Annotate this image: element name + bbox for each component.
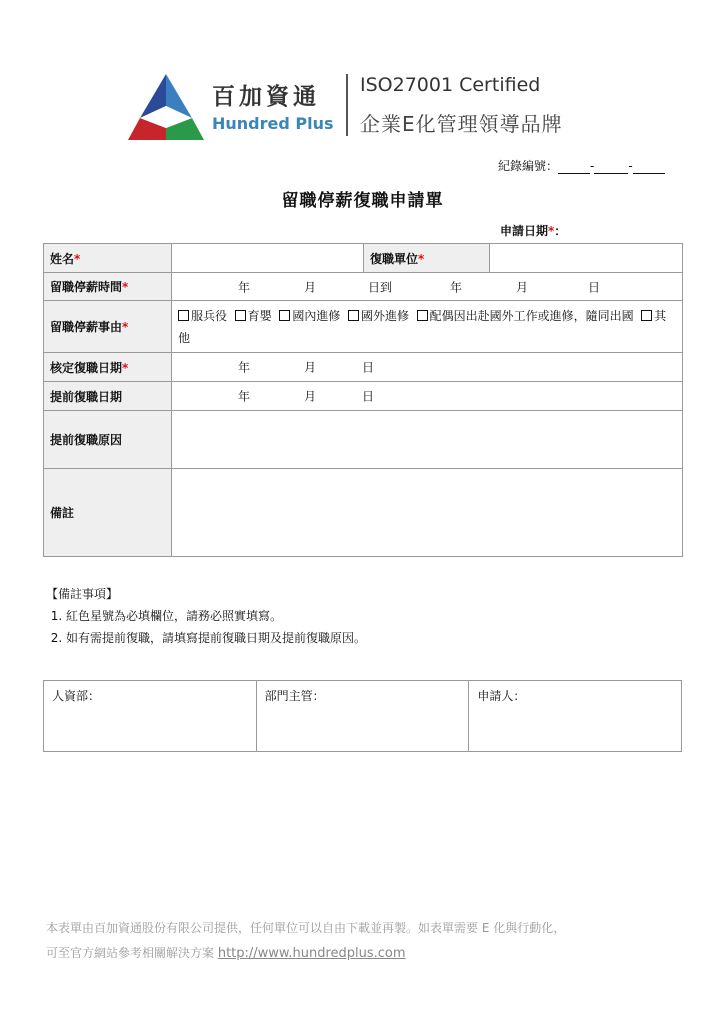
reason-option[interactable]: 國內進修 [279, 309, 340, 323]
return-unit-field[interactable] [490, 244, 683, 273]
website-link[interactable]: http://www.hundredplus.com [217, 946, 406, 961]
brand-name-en: Hundred Plus [212, 114, 334, 133]
form-row-approved-date [44, 353, 683, 382]
record-number-label: 紀錄編號： [498, 159, 559, 173]
apply-date-label: 申請日期 [500, 224, 549, 238]
early-return-reason-label: 提前復職原因 [44, 411, 172, 469]
brand-name-cn: 百加資通 [212, 84, 320, 110]
notes-heading: 【備註事項】 [46, 587, 119, 601]
header-divider [346, 74, 348, 136]
leave-reason-options [172, 301, 683, 353]
form-row-name [44, 244, 683, 273]
form-row-early-date [44, 382, 683, 411]
reason-option[interactable]: 服兵役 [178, 309, 227, 323]
reason-option[interactable]: 配偶因出赴國外工作或進修，隨同出國 [417, 309, 634, 323]
checkbox[interactable] [279, 310, 290, 321]
applicant-signature-field[interactable]: 申請人： [469, 681, 682, 752]
note-item: 2. 如有需提前復職，請填寫提前復職日期及提前復職原因。 [66, 627, 366, 649]
record-number-blank[interactable] [633, 159, 665, 174]
leave-period-label: 留職停薪時間* [44, 273, 172, 301]
early-return-date-field[interactable]: 年 月 日 [172, 382, 683, 411]
checkbox[interactable] [417, 310, 428, 321]
form-row-early-reason [44, 411, 683, 469]
hr-signature-field[interactable]: 人資部： [44, 681, 257, 752]
form-row-period [44, 273, 683, 301]
manager-signature-field[interactable]: 部門主管： [256, 681, 469, 752]
iso-certified-text: ISO27001 Certified [360, 74, 541, 96]
name-field[interactable] [172, 244, 364, 273]
remark-field[interactable] [172, 469, 683, 557]
note-item: 1. 紅色星號為必填欄位，請務必照實填寫。 [66, 605, 366, 627]
return-unit-label: 復職單位* [364, 244, 490, 273]
approved-return-date-label: 核定復職日期* [44, 353, 172, 382]
checkbox[interactable] [641, 310, 652, 321]
early-return-reason-field[interactable] [172, 411, 683, 469]
form-title: 留職停薪復職申請單 [281, 191, 444, 211]
record-number-blank[interactable] [594, 159, 628, 174]
reason-option[interactable]: 其他 [178, 308, 667, 345]
name-label: 姓名* [44, 244, 172, 273]
remark-label: 備註 [44, 469, 172, 557]
required-star: * [548, 224, 555, 238]
approved-return-date-field[interactable]: 年 月 日 [172, 353, 683, 382]
form-row-remark [44, 469, 683, 557]
record-number-blank[interactable] [558, 159, 590, 174]
checkbox[interactable] [348, 310, 359, 321]
leave-form-table [43, 243, 683, 557]
notes-section [46, 583, 366, 649]
leave-period-field[interactable]: 年 月 日到 年 月 日 [172, 273, 683, 301]
checkbox[interactable] [235, 310, 246, 321]
footer-line-2: 可至官方網站參考相關解決方案 http://www.hundredplus.com [46, 946, 406, 961]
header [126, 68, 606, 148]
apply-date: 申請日期*： [500, 224, 567, 238]
footer [46, 916, 565, 966]
footer-line-1: 本表單由百加資通股份有限公司提供，任何單位可以自由下載並再製。如表單需要 E 化與行動化， [46, 921, 566, 935]
record-number: 紀錄編號： - - [498, 157, 665, 174]
reason-option[interactable]: 育嬰 [235, 309, 272, 323]
reason-option[interactable]: 國外進修 [348, 309, 409, 323]
brand-slogan: 企業E化管理領導品牌 [360, 112, 563, 136]
checkbox[interactable] [178, 310, 189, 321]
signature-table [43, 680, 682, 752]
form-row-reason [44, 301, 683, 353]
hundred-plus-logo-icon [126, 72, 206, 144]
leave-reason-label: 留職停薪事由* [44, 301, 172, 353]
early-return-date-label: 提前復職日期 [44, 382, 172, 411]
